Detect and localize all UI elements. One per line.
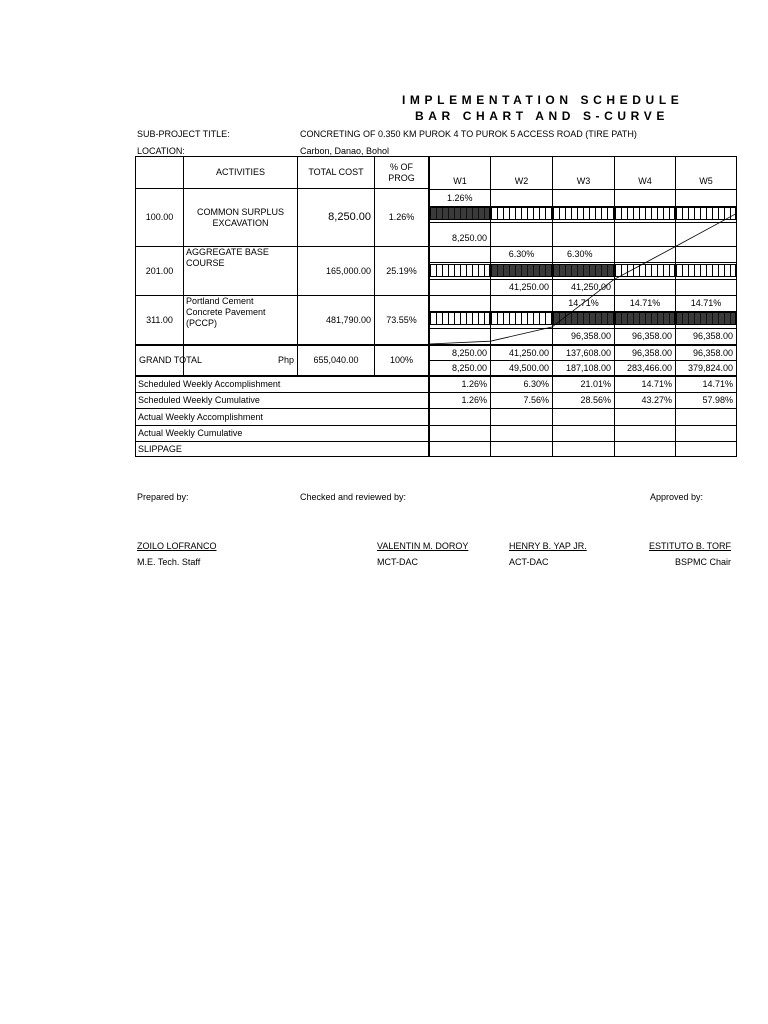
activity-name: Portland Cement Concrete Pavement (PCCP) (186, 296, 266, 328)
pct-label: 6.30% (567, 249, 593, 259)
weekly-total: 137,608.00 (565, 347, 611, 358)
summary-value: 1.26% (461, 395, 487, 405)
grand-total-label: GRAND TOTAL (139, 355, 203, 365)
col-activities-header: ACTIVITIES (215, 167, 265, 177)
weekly-total: 41,250.00 (508, 347, 549, 358)
amount-label: 41,250.00 (570, 282, 611, 292)
amount-label: 96,358.00 (692, 331, 733, 341)
subproject-value: CONCRETING OF 0.350 KM PUROK 4 TO PUROK 5 ACCESS ROAD (TIRE PATH) (300, 129, 637, 139)
pct-label: 14.71% (629, 298, 661, 308)
approved-by-label: Approved by: (650, 492, 704, 502)
week-header-4: W4 (638, 175, 652, 186)
summary-row-label: Scheduled Weekly Accomplishment (138, 379, 281, 389)
item-code: 100.00 (145, 212, 174, 222)
summary-value: 21.01% (580, 379, 611, 389)
activity-cost: 8,250.00 (328, 211, 371, 223)
activity-name: COMMON SURPLUS EXCAVATION (196, 206, 284, 228)
prepared-by-label: Prepared by: (137, 492, 189, 502)
signatory-name: HENRY B. YAP JR. (509, 541, 587, 551)
summary-row-label: Actual Weekly Accomplishment (138, 411, 263, 422)
weekly-total: 96,358.00 (631, 347, 672, 358)
amount-label: 96,358.00 (570, 331, 611, 341)
activity-name: AGGREGATE BASE COURSE (186, 247, 269, 268)
weekly-total: 8,250.00 (451, 347, 487, 358)
activity-cost: 165,000.00 (325, 265, 371, 276)
location-label: LOCATION: (137, 146, 185, 156)
cumulative-total: 379,824.00 (687, 362, 733, 373)
summary-value: 1.26% (461, 379, 487, 389)
signatory-role: BSPMC Chair (675, 557, 732, 567)
summary-row-label: SLIPPAGE (138, 443, 182, 454)
cumulative-total: 49,500.00 (508, 362, 549, 373)
summary-value: 43.27% (641, 395, 672, 405)
grand-total-currency: Php (277, 355, 294, 365)
s-curve-line (429, 214, 736, 344)
summary-value: 14.71% (641, 379, 672, 389)
col-total-cost-header: TOTAL COST (308, 167, 364, 177)
page-subtitle: BAR CHART AND S-CURVE (415, 109, 669, 123)
amount-label: 41,250.00 (508, 282, 549, 292)
summary-value: 6.30% (523, 379, 549, 389)
activity-prog: 25.19% (386, 265, 417, 276)
page-title: IMPLEMENTATION SCHEDULE (402, 93, 684, 107)
signatory-name: ESTITUTO B. TORF (649, 541, 732, 551)
summary-value: 28.56% (580, 395, 611, 405)
cumulative-total: 187,108.00 (565, 362, 611, 373)
weekly-total: 96,358.00 (692, 347, 733, 358)
activity-prog: 73.55% (386, 314, 417, 325)
grand-total-prog: 100% (389, 355, 414, 365)
cumulative-total: 8,250.00 (451, 362, 487, 373)
pct-label: 14.71% (568, 298, 599, 308)
week-header-3: W3 (576, 175, 591, 186)
col-prog-header: % OF PROG (388, 161, 415, 183)
pct-label: 14.71% (690, 298, 722, 308)
pct-label: 6.30% (508, 249, 535, 259)
location-value: Carbon, Danao, Bohol (300, 146, 390, 156)
cumulative-total: 283,466.00 (626, 362, 672, 373)
summary-row-label: Actual Weekly Cumulative (138, 428, 243, 438)
signatory-role: ACT-DAC (509, 557, 549, 567)
amount-label: 8,250.00 (451, 232, 487, 243)
grand-total-cost: 655,040.00 (313, 355, 359, 365)
week-header-5: W5 (699, 175, 713, 186)
signatory-name: VALENTIN M. DOROY (377, 541, 469, 551)
signatory-name: ZOILO LOFRANCO (137, 541, 217, 551)
summary-value: 7.56% (523, 395, 549, 405)
week-header-1: W1 (453, 175, 467, 186)
summary-value: 57.98% (702, 395, 733, 405)
item-code: 311.00 (146, 314, 173, 325)
signatory-role: MCT-DAC (377, 557, 418, 567)
signatory-role: M.E. Tech. Staff (137, 557, 201, 567)
pct-label: 1.26% (447, 192, 473, 203)
amount-label: 96,358.00 (631, 331, 672, 341)
activity-prog: 1.26% (388, 212, 415, 222)
week-header-2: W2 (514, 175, 529, 186)
item-code: 201.00 (145, 265, 174, 276)
summary-row-label: Scheduled Weekly Cumulative (138, 395, 260, 405)
summary-value: 14.71% (702, 379, 733, 389)
checked-by-label: Checked and reviewed by: (300, 492, 407, 502)
subproject-label: SUB-PROJECT TITLE: (137, 129, 230, 139)
activity-cost: 481,790.00 (325, 314, 371, 325)
